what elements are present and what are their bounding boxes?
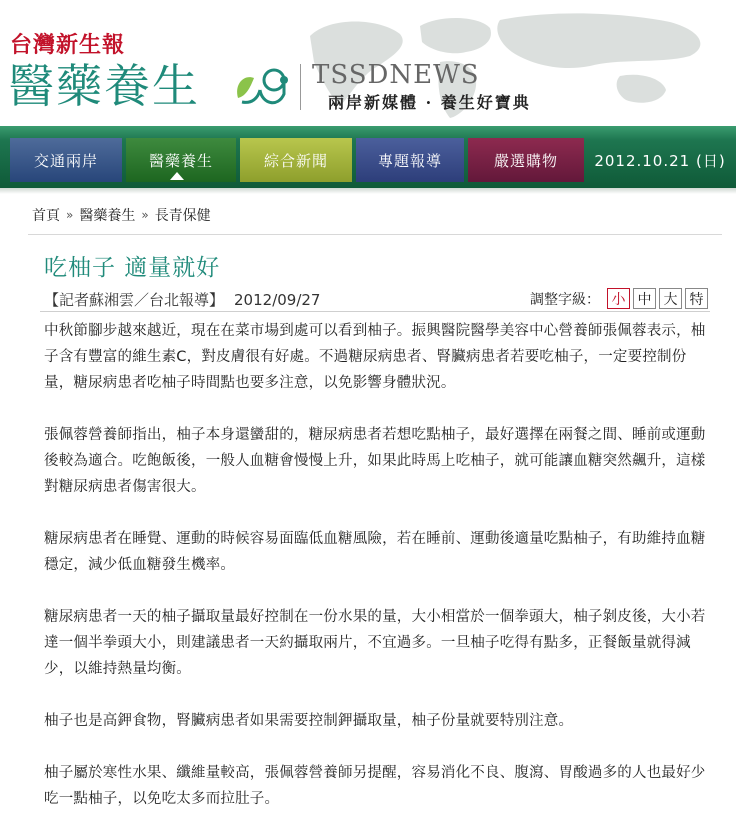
article-byline [44, 289, 320, 310]
section-logo[interactable]: 醫藥養生 [8, 59, 200, 113]
breadcrumb-section[interactable]: 醫藥養生 [79, 208, 136, 224]
main-nav [0, 126, 736, 188]
article-paragraph: 糖尿病患者在睡覺、運動的時候容易面臨低血糖風險，若在睡前、運動後適量吃點柚子，有助維持血糖穩定，減少低血糖發生機率。 [44, 531, 706, 573]
chevron-right-icon: » [66, 208, 74, 222]
breadcrumb [32, 205, 211, 225]
stethoscope-leaf-icon [232, 58, 294, 114]
font-size-xlarge-button[interactable]: 特 [685, 288, 708, 309]
article-paragraph: 柚子屬於寒性水果、纖維量較高，張佩蓉營養師另提醒，容易消化不良、腹瀉、胃酸過多的人也最好少吃一點柚子，以免吃太多而拉肚子。 [44, 765, 706, 807]
active-tab-indicator [170, 172, 184, 180]
current-date: 2012.10.21 (日) [594, 151, 726, 170]
header-tagline: 兩岸新媒體 · 養生好寶典 [328, 93, 531, 112]
font-size-control [530, 288, 708, 309]
tssdnews-logo: TSSDNEWS [312, 60, 480, 90]
font-size-large-button[interactable]: 大 [659, 288, 682, 309]
chevron-right-icon: » [141, 208, 149, 222]
font-size-medium-button[interactable]: 中 [633, 288, 656, 309]
nav-shadow [0, 188, 736, 194]
header-divider [300, 64, 301, 110]
article-paragraph: 張佩蓉營養師指出，柚子本身還蠻甜的，糖尿病患者若想吃點柚子，最好選擇在兩餐之間、睡前或運動後較為適合。吃飽飯後，一般人血糖會慢慢上升，如果此時馬上吃柚子，就可能讓血糖突然飆升，這樣對糖尿病患者傷害很大。 [44, 427, 706, 495]
nav-item-traffic[interactable]: 交通兩岸 [10, 138, 122, 182]
nav-item-news[interactable]: 綜合新聞 [240, 138, 352, 182]
article-paragraph: 糖尿病患者一天的柚子攝取量最好控制在一份水果的量，大小相當於一個拳頭大，柚子剝皮後，大小若達一個半拳頭大小，則建議患者一天約攝取兩片，不宜過多。一旦柚子吃得有點多，正餐飯量就得減少，以維持熱量均衡。 [44, 609, 706, 677]
article-body [44, 318, 708, 838]
site-header [0, 0, 736, 126]
nav-item-features[interactable]: 專題報導 [356, 138, 464, 182]
article-paragraph: 柚子也是高鉀食物，腎臟病患者如果需要控制鉀攝取量，柚子份量就要特別注意。 [44, 713, 574, 729]
article-paragraph: 中秋節腳步越來越近，現在在菜市場到處可以看到柚子。振興醫院醫學美容中心營養師張佩蓉表示，柚子含有豐富的維生素C，對皮膚很有好處。不過糖尿病患者、腎臟病患者若要吃柚子，一定要控制份量，糖尿病患者吃柚子時間點也要多注意，以免影響身體狀況。 [44, 323, 706, 391]
divider [28, 234, 722, 235]
nav-item-health[interactable]: 醫藥養生 [126, 138, 236, 182]
font-size-label: 調整字級： [530, 291, 600, 308]
byline-reporter: 【記者蘇湘雲／台北報導】 [44, 291, 225, 309]
nav-item-shopping[interactable]: 嚴選購物 [468, 138, 584, 182]
font-size-small-button[interactable]: 小 [607, 288, 630, 309]
article-date: 2012/09/27 [234, 291, 321, 309]
newspaper-logo[interactable]: 台灣新生報 [10, 32, 126, 58]
breadcrumb-category[interactable]: 長青保健 [154, 208, 211, 224]
article-title: 吃柚子 適量就好 [44, 255, 221, 281]
breadcrumb-home[interactable]: 首頁 [32, 208, 60, 224]
divider [40, 311, 710, 312]
